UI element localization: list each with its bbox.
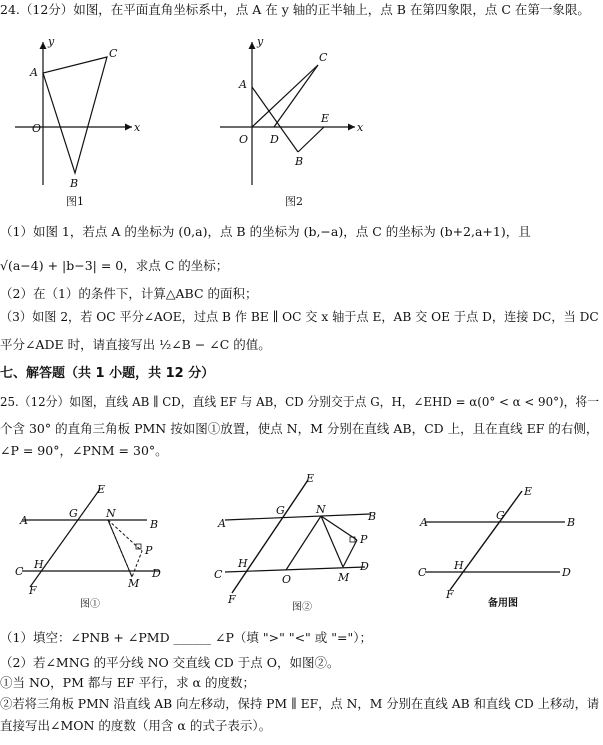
fig-ii-M-label: M	[338, 571, 350, 584]
fig-backup-G-label: G	[496, 509, 505, 522]
q24-part1a: （1）如图 1，若点 A 的坐标为 (0,a)，点 B 的坐标为 (b,−a)，点 C 的坐标为 (b+2,a+1)，且	[0, 224, 531, 239]
q24-fig2-caption: 图2	[285, 195, 303, 208]
fig-ii-B-label: B	[368, 510, 377, 523]
fig2-O-label: O	[239, 133, 249, 146]
q24-part1b: √(a−4) + |b−3| = 0，求点 C 的坐标；	[0, 258, 229, 273]
fig1-y-label: y	[48, 35, 55, 48]
fig-ii-H-label: H	[238, 557, 248, 570]
fig-backup-A-label: A	[420, 516, 428, 529]
q25-fig1-caption: 图①	[80, 599, 100, 610]
fig2-A-label: A	[239, 78, 247, 91]
q24-stem: 24.（12分）如图，在平面直角坐标系中，点 A 在 y 轴的正半轴上，点 B 在第四象限，点 C 在第一象限。	[0, 2, 590, 17]
fig-backup-B-label: B	[567, 516, 576, 529]
fig-backup-D-label: D	[562, 566, 571, 579]
fig-ii-A-label: A	[218, 517, 226, 530]
q25-stem-line1: 25.（12分）如图，直线 AB ∥ CD，直线 EF 与 AB，CD 分别交于点 G，H，∠EHD = α(0° < α < 90°)，将一	[0, 394, 600, 409]
fig-i-G-label: G	[69, 507, 78, 520]
q25-backup-figure	[410, 482, 595, 602]
fig-backup-F-label: F	[446, 588, 454, 601]
fig1-C-label: C	[109, 47, 118, 60]
fig-backup-H-label: H	[454, 559, 464, 572]
q25-part2-ii-a: ②若将三角板 PMN 沿直线 AB 向左移动，保持 PM ∥ EF，点 N，M 分别在直线 AB 和直线 CD 上移动，请	[0, 696, 600, 711]
fig-ii-N-label: N	[316, 503, 326, 516]
fig-ii-C-label: C	[214, 568, 223, 581]
fig-ii-F-label: F	[228, 593, 236, 606]
q24-fig1-caption: 图1	[66, 195, 84, 208]
fig-i-D-label: D	[152, 567, 161, 580]
q24-figure-2	[215, 30, 375, 195]
fig2-x-label: x	[357, 121, 364, 134]
fig2-D-label: D	[270, 133, 279, 146]
fig-ii-G-label: G	[276, 504, 285, 517]
q25-stem-line2: 个含 30° 的直角三角板 PMN 按如图①放置，使点 N，M 分别在直线 AB，CD 上，且在直线 EF 的右侧，	[0, 421, 599, 436]
fig2-C-label: C	[319, 51, 328, 64]
q24-part2: （2）在（1）的条件下，计算△ABC 的面积；	[0, 286, 258, 301]
fig2-B-label: B	[295, 155, 304, 168]
section-7-title: 七、解答题（共 1 小题，共 12 分）	[0, 366, 215, 381]
fig-i-E-label: E	[97, 483, 106, 496]
q25-fig2-caption: 图②	[292, 602, 312, 613]
fig2-E-label: E	[321, 112, 330, 125]
fig-i-N-label: N	[106, 507, 116, 520]
fig-ii-E-label: E	[306, 472, 315, 485]
fig-i-F-label: F	[29, 584, 37, 597]
fig-i-H-label: H	[34, 558, 44, 571]
fig-i-C-label: C	[15, 565, 24, 578]
fig-i-B-label: B	[150, 518, 159, 531]
q25-stem-line3: ∠P = 90°，∠PNM = 30°。	[0, 443, 168, 458]
fig1-O-label: O	[32, 122, 42, 135]
fig-backup-E-label: E	[524, 485, 533, 498]
fig2-y-label: y	[257, 35, 264, 48]
fig-i-A-label: A	[20, 514, 28, 527]
fig-i-P-label: P	[145, 544, 153, 557]
q25-part1: （1）填空：∠PNB + ∠PMD ______ ∠P（填 ">" "<" 或 "="）；	[0, 630, 372, 645]
q25-part2-i: ①当 NO，PM 都与 EF 平行，求 α 的度数；	[0, 675, 255, 690]
q25-figure-2	[210, 470, 390, 610]
q25-part2-ii-b: 直接写出∠MON 的度数（用含 α 的式子表示）。	[0, 718, 272, 733]
fig-ii-D-label: D	[360, 560, 369, 573]
q24-part3a: （3）如图 2，若 OC 平分∠AOE，过点 B 作 BE ∥ OC 交 x 轴于点 E，AB 交 OE 于点 D，连接 DC，当 DC	[0, 309, 599, 324]
q24-part3b: 平分∠ADE 时，请直接写出 ½∠B − ∠C 的值。	[0, 337, 271, 352]
fig-i-M-label: M	[128, 577, 140, 590]
fig1-x-label: x	[134, 121, 141, 134]
fig-ii-P-label: P	[360, 533, 368, 546]
fig1-B-label: B	[70, 177, 79, 190]
q25-backup-caption: 备用图	[488, 598, 518, 609]
fig-ii-O-label: O	[282, 573, 292, 586]
q25-figure-1	[12, 480, 182, 610]
q25-part2: （2）若∠MNG 的平分线 NO 交直线 CD 于点 O，如图②。	[0, 655, 340, 670]
fig-backup-C-label: C	[418, 566, 427, 579]
q24-figure-1	[10, 30, 160, 195]
fig1-A-label: A	[30, 66, 38, 79]
